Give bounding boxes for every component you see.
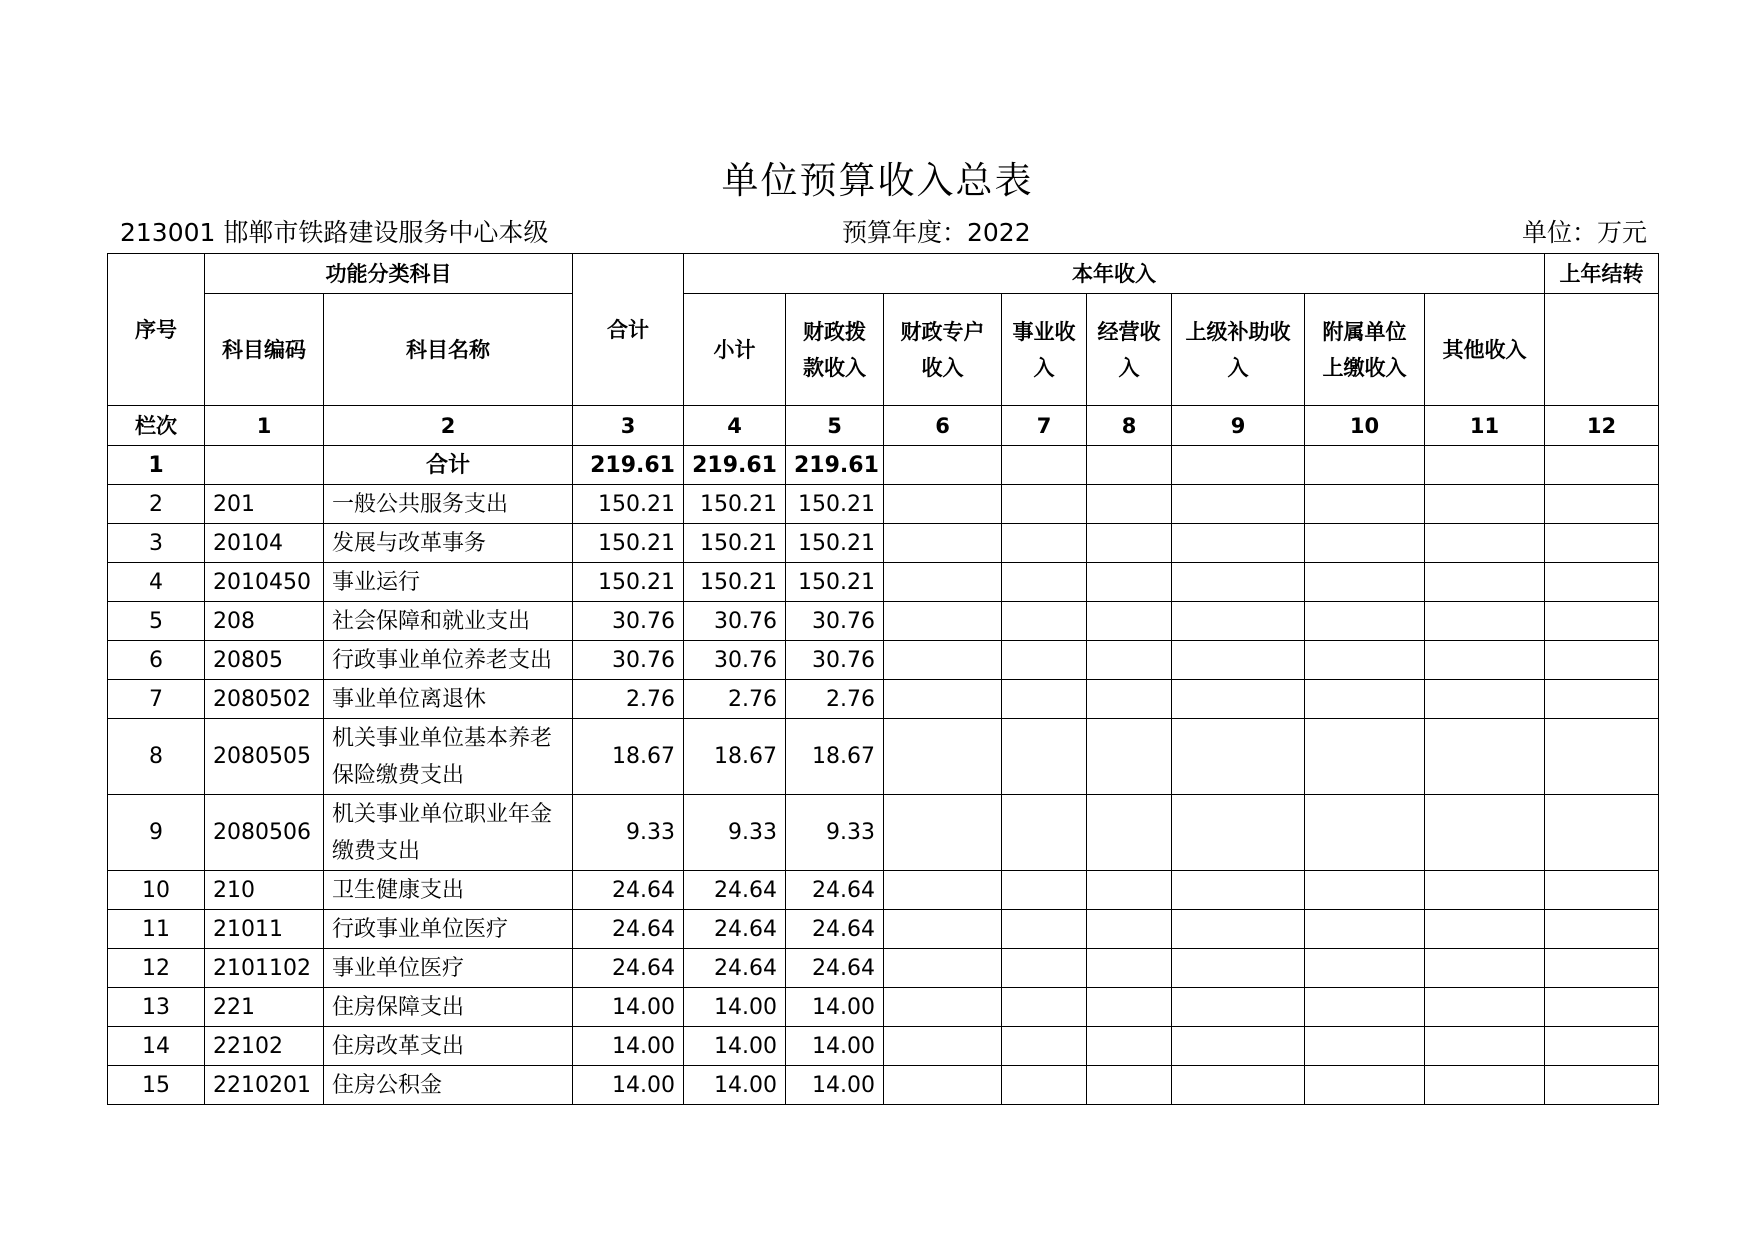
col-number: 11 (1425, 406, 1545, 446)
header-other-income: 其他收入 (1425, 294, 1545, 406)
cell-seq: 2 (108, 485, 205, 524)
header-cur-year-income: 本年收入 (684, 254, 1545, 294)
cell-fiscal-allocation: 24.64 (786, 949, 884, 988)
header-subsidiary-payment: 附属单位上缴收入 (1305, 294, 1425, 406)
cell-subtotal: 150.21 (684, 524, 786, 563)
cell-subsidiary-payment (1305, 871, 1425, 910)
cell-subtotal: 30.76 (684, 602, 786, 641)
cell-other-income (1425, 641, 1545, 680)
cell-subtotal: 24.64 (684, 949, 786, 988)
cell-code: 208 (205, 602, 324, 641)
header-total: 合计 (573, 254, 684, 406)
header-superior-subsidy: 上级补助收入 (1172, 294, 1305, 406)
cell-prev-carryover (1545, 563, 1659, 602)
cell-total: 150.21 (573, 563, 684, 602)
cell-subsidiary-payment (1305, 795, 1425, 871)
cell-total: 2.76 (573, 680, 684, 719)
cell-business-income (1002, 795, 1087, 871)
cell-operating-income (1087, 563, 1172, 602)
cell-superior-subsidy (1172, 563, 1305, 602)
cell-total: 9.33 (573, 795, 684, 871)
cell-name: 事业运行 (324, 563, 573, 602)
cell-prev-carryover (1545, 1066, 1659, 1105)
cell-fiscal-special (884, 680, 1002, 719)
cell-fiscal-special (884, 988, 1002, 1027)
cell-operating-income (1087, 871, 1172, 910)
cell-other-income (1425, 446, 1545, 485)
cell-name: 机关事业单位基本养老保险缴费支出 (324, 719, 573, 795)
currency-unit: 单位：万元 (1521, 218, 1647, 247)
cell-name: 住房保障支出 (324, 988, 573, 1027)
cell-superior-subsidy (1172, 641, 1305, 680)
cell-name: 合计 (324, 446, 573, 485)
cell-subtotal: 18.67 (684, 719, 786, 795)
cell-business-income (1002, 988, 1087, 1027)
cell-fiscal-allocation: 150.21 (786, 524, 884, 563)
cell-name: 住房公积金 (324, 1066, 573, 1105)
cell-fiscal-special (884, 1027, 1002, 1066)
cell-subtotal: 24.64 (684, 910, 786, 949)
cell-operating-income (1087, 949, 1172, 988)
table-row (108, 1027, 1659, 1066)
cell-subtotal: 9.33 (684, 795, 786, 871)
table-row (108, 988, 1659, 1027)
cell-seq: 11 (108, 910, 205, 949)
cell-business-income (1002, 446, 1087, 485)
total-row (108, 446, 1659, 485)
cell-total: 24.64 (573, 871, 684, 910)
cell-seq: 12 (108, 949, 205, 988)
cell-business-income (1002, 910, 1087, 949)
cell-other-income (1425, 1066, 1545, 1105)
cell-superior-subsidy (1172, 485, 1305, 524)
cell-superior-subsidy (1172, 795, 1305, 871)
table-row (108, 1066, 1659, 1105)
cell-operating-income (1087, 680, 1172, 719)
cell-fiscal-special (884, 719, 1002, 795)
cell-fiscal-special (884, 602, 1002, 641)
header-prev-carryover: 上年结转 (1545, 254, 1659, 294)
col-number: 8 (1087, 406, 1172, 446)
cell-total: 219.61 (573, 446, 684, 485)
cell-subsidiary-payment (1305, 641, 1425, 680)
cell-other-income (1425, 910, 1545, 949)
cell-prev-carryover (1545, 680, 1659, 719)
cell-name: 事业单位医疗 (324, 949, 573, 988)
cell-operating-income (1087, 446, 1172, 485)
cell-seq: 14 (108, 1027, 205, 1066)
cell-fiscal-allocation: 14.00 (786, 1027, 884, 1066)
cell-prev-carryover (1545, 485, 1659, 524)
table-row (108, 795, 1659, 871)
cell-business-income (1002, 680, 1087, 719)
table-row (108, 641, 1659, 680)
cell-code: 201 (205, 485, 324, 524)
cell-other-income (1425, 988, 1545, 1027)
col-number: 7 (1002, 406, 1087, 446)
cell-total: 14.00 (573, 1027, 684, 1066)
header-prev-carryover-blank (1545, 294, 1659, 406)
cell-operating-income (1087, 988, 1172, 1027)
cell-subsidiary-payment (1305, 910, 1425, 949)
cell-subtotal: 150.21 (684, 563, 786, 602)
cell-operating-income (1087, 485, 1172, 524)
cell-seq: 10 (108, 871, 205, 910)
cell-subsidiary-payment (1305, 485, 1425, 524)
cell-code: 20805 (205, 641, 324, 680)
cell-superior-subsidy (1172, 1027, 1305, 1066)
cell-superior-subsidy (1172, 446, 1305, 485)
cell-prev-carryover (1545, 446, 1659, 485)
cell-subsidiary-payment (1305, 719, 1425, 795)
cell-name: 一般公共服务支出 (324, 485, 573, 524)
cell-subsidiary-payment (1305, 1027, 1425, 1066)
header-func-group: 功能分类科目 (205, 254, 573, 294)
cell-seq: 1 (108, 446, 205, 485)
cell-superior-subsidy (1172, 1066, 1305, 1105)
cell-subsidiary-payment (1305, 949, 1425, 988)
cell-code: 22102 (205, 1027, 324, 1066)
col-number: 2 (324, 406, 573, 446)
cell-seq: 5 (108, 602, 205, 641)
cell-other-income (1425, 563, 1545, 602)
header-col-label: 栏次 (108, 406, 205, 446)
cell-fiscal-allocation: 219.61 (786, 446, 884, 485)
cell-subtotal: 2.76 (684, 680, 786, 719)
cell-other-income (1425, 680, 1545, 719)
cell-name: 事业单位离退休 (324, 680, 573, 719)
cell-total: 150.21 (573, 485, 684, 524)
cell-operating-income (1087, 719, 1172, 795)
cell-fiscal-allocation: 24.64 (786, 871, 884, 910)
cell-code (205, 446, 324, 485)
cell-fiscal-allocation: 150.21 (786, 563, 884, 602)
budget-income-table (107, 253, 1659, 1105)
cell-business-income (1002, 563, 1087, 602)
cell-fiscal-special (884, 910, 1002, 949)
cell-seq: 8 (108, 719, 205, 795)
cell-seq: 15 (108, 1066, 205, 1105)
cell-fiscal-allocation: 30.76 (786, 602, 884, 641)
page-title: 单位预算收入总表 (721, 159, 1034, 202)
cell-other-income (1425, 1027, 1545, 1066)
cell-seq: 3 (108, 524, 205, 563)
cell-superior-subsidy (1172, 602, 1305, 641)
cell-fiscal-special (884, 641, 1002, 680)
cell-fiscal-allocation: 24.64 (786, 910, 884, 949)
cell-code: 21011 (205, 910, 324, 949)
header-operating-income: 经营收入 (1087, 294, 1172, 406)
cell-other-income (1425, 949, 1545, 988)
cell-name: 社会保障和就业支出 (324, 602, 573, 641)
cell-other-income (1425, 524, 1545, 563)
cell-total: 14.00 (573, 988, 684, 1027)
cell-operating-income (1087, 602, 1172, 641)
cell-subsidiary-payment (1305, 680, 1425, 719)
cell-name: 行政事业单位养老支出 (324, 641, 573, 680)
table-row (108, 910, 1659, 949)
cell-subtotal: 24.64 (684, 871, 786, 910)
cell-superior-subsidy (1172, 680, 1305, 719)
cell-code: 2080506 (205, 795, 324, 871)
budget-year: 预算年度：2022 (842, 218, 1031, 247)
cell-superior-subsidy (1172, 719, 1305, 795)
cell-business-income (1002, 641, 1087, 680)
cell-superior-subsidy (1172, 988, 1305, 1027)
cell-business-income (1002, 949, 1087, 988)
cell-name: 发展与改革事务 (324, 524, 573, 563)
cell-fiscal-allocation: 2.76 (786, 680, 884, 719)
cell-subsidiary-payment (1305, 988, 1425, 1027)
cell-operating-income (1087, 1027, 1172, 1066)
cell-seq: 9 (108, 795, 205, 871)
cell-operating-income (1087, 524, 1172, 563)
cell-subtotal: 30.76 (684, 641, 786, 680)
cell-business-income (1002, 485, 1087, 524)
cell-fiscal-special (884, 795, 1002, 871)
cell-other-income (1425, 602, 1545, 641)
cell-other-income (1425, 485, 1545, 524)
table-row (108, 524, 1659, 563)
table-row (108, 602, 1659, 641)
col-number: 6 (884, 406, 1002, 446)
cell-total: 150.21 (573, 524, 684, 563)
table-row (108, 719, 1659, 795)
cell-seq: 6 (108, 641, 205, 680)
cell-other-income (1425, 719, 1545, 795)
cell-name: 住房改革支出 (324, 1027, 573, 1066)
table-row (108, 871, 1659, 910)
cell-seq: 13 (108, 988, 205, 1027)
cell-total: 24.64 (573, 949, 684, 988)
cell-subtotal: 150.21 (684, 485, 786, 524)
cell-subsidiary-payment (1305, 524, 1425, 563)
cell-total: 30.76 (573, 602, 684, 641)
col-number: 3 (573, 406, 684, 446)
cell-seq: 4 (108, 563, 205, 602)
cell-fiscal-special (884, 871, 1002, 910)
cell-prev-carryover (1545, 988, 1659, 1027)
cell-fiscal-special (884, 524, 1002, 563)
cell-subtotal: 14.00 (684, 988, 786, 1027)
cell-prev-carryover (1545, 795, 1659, 871)
cell-total: 18.67 (573, 719, 684, 795)
cell-total: 24.64 (573, 910, 684, 949)
cell-business-income (1002, 524, 1087, 563)
header-fiscal-special: 财政专户收入 (884, 294, 1002, 406)
cell-superior-subsidy (1172, 910, 1305, 949)
cell-fiscal-special (884, 1066, 1002, 1105)
cell-subsidiary-payment (1305, 563, 1425, 602)
cell-superior-subsidy (1172, 871, 1305, 910)
cell-superior-subsidy (1172, 524, 1305, 563)
cell-code: 2080505 (205, 719, 324, 795)
cell-subsidiary-payment (1305, 602, 1425, 641)
cell-fiscal-special (884, 949, 1002, 988)
header-subtotal: 小计 (684, 294, 786, 406)
header-business-income: 事业收入 (1002, 294, 1087, 406)
cell-seq: 7 (108, 680, 205, 719)
cell-prev-carryover (1545, 524, 1659, 563)
cell-business-income (1002, 719, 1087, 795)
cell-name: 行政事业单位医疗 (324, 910, 573, 949)
col-number: 5 (786, 406, 884, 446)
header-seq: 序号 (108, 254, 205, 406)
col-number: 9 (1172, 406, 1305, 446)
cell-subtotal: 14.00 (684, 1027, 786, 1066)
table-row (108, 563, 1659, 602)
cell-code: 20104 (205, 524, 324, 563)
cell-subtotal: 14.00 (684, 1066, 786, 1105)
cell-code: 210 (205, 871, 324, 910)
cell-fiscal-special (884, 446, 1002, 485)
cell-code: 2101102 (205, 949, 324, 988)
cell-prev-carryover (1545, 871, 1659, 910)
col-number: 10 (1305, 406, 1425, 446)
cell-subsidiary-payment (1305, 446, 1425, 485)
cell-prev-carryover (1545, 1027, 1659, 1066)
cell-fiscal-special (884, 563, 1002, 602)
cell-other-income (1425, 871, 1545, 910)
cell-prev-carryover (1545, 910, 1659, 949)
cell-fiscal-allocation: 14.00 (786, 988, 884, 1027)
cell-subsidiary-payment (1305, 1066, 1425, 1105)
cell-fiscal-allocation: 9.33 (786, 795, 884, 871)
cell-fiscal-allocation: 14.00 (786, 1066, 884, 1105)
table-row (108, 680, 1659, 719)
cell-other-income (1425, 795, 1545, 871)
cell-operating-income (1087, 795, 1172, 871)
cell-prev-carryover (1545, 719, 1659, 795)
cell-total: 14.00 (573, 1066, 684, 1105)
header-code: 科目编码 (205, 294, 324, 406)
cell-business-income (1002, 1027, 1087, 1066)
cell-code: 2210201 (205, 1066, 324, 1105)
cell-subtotal: 219.61 (684, 446, 786, 485)
cell-fiscal-allocation: 18.67 (786, 719, 884, 795)
cell-name: 机关事业单位职业年金缴费支出 (324, 795, 573, 871)
unit-code-name: 213001 邯郸市铁路建设服务中心本级 (120, 218, 549, 247)
cell-name: 卫生健康支出 (324, 871, 573, 910)
cell-prev-carryover (1545, 641, 1659, 680)
cell-operating-income (1087, 910, 1172, 949)
cell-superior-subsidy (1172, 949, 1305, 988)
cell-business-income (1002, 871, 1087, 910)
cell-operating-income (1087, 1066, 1172, 1105)
table-row (108, 485, 1659, 524)
table-row (108, 949, 1659, 988)
cell-fiscal-allocation: 150.21 (786, 485, 884, 524)
col-number: 12 (1545, 406, 1659, 446)
cell-business-income (1002, 1066, 1087, 1105)
cell-fiscal-allocation: 30.76 (786, 641, 884, 680)
cell-code: 221 (205, 988, 324, 1027)
col-number: 4 (684, 406, 786, 446)
header-fiscal-allocation: 财政拨款收入 (786, 294, 884, 406)
cell-operating-income (1087, 641, 1172, 680)
cell-fiscal-special (884, 485, 1002, 524)
cell-code: 2010450 (205, 563, 324, 602)
cell-prev-carryover (1545, 949, 1659, 988)
cell-prev-carryover (1545, 602, 1659, 641)
header-name: 科目名称 (324, 294, 573, 406)
cell-code: 2080502 (205, 680, 324, 719)
col-number: 1 (205, 406, 324, 446)
cell-total: 30.76 (573, 641, 684, 680)
cell-business-income (1002, 602, 1087, 641)
